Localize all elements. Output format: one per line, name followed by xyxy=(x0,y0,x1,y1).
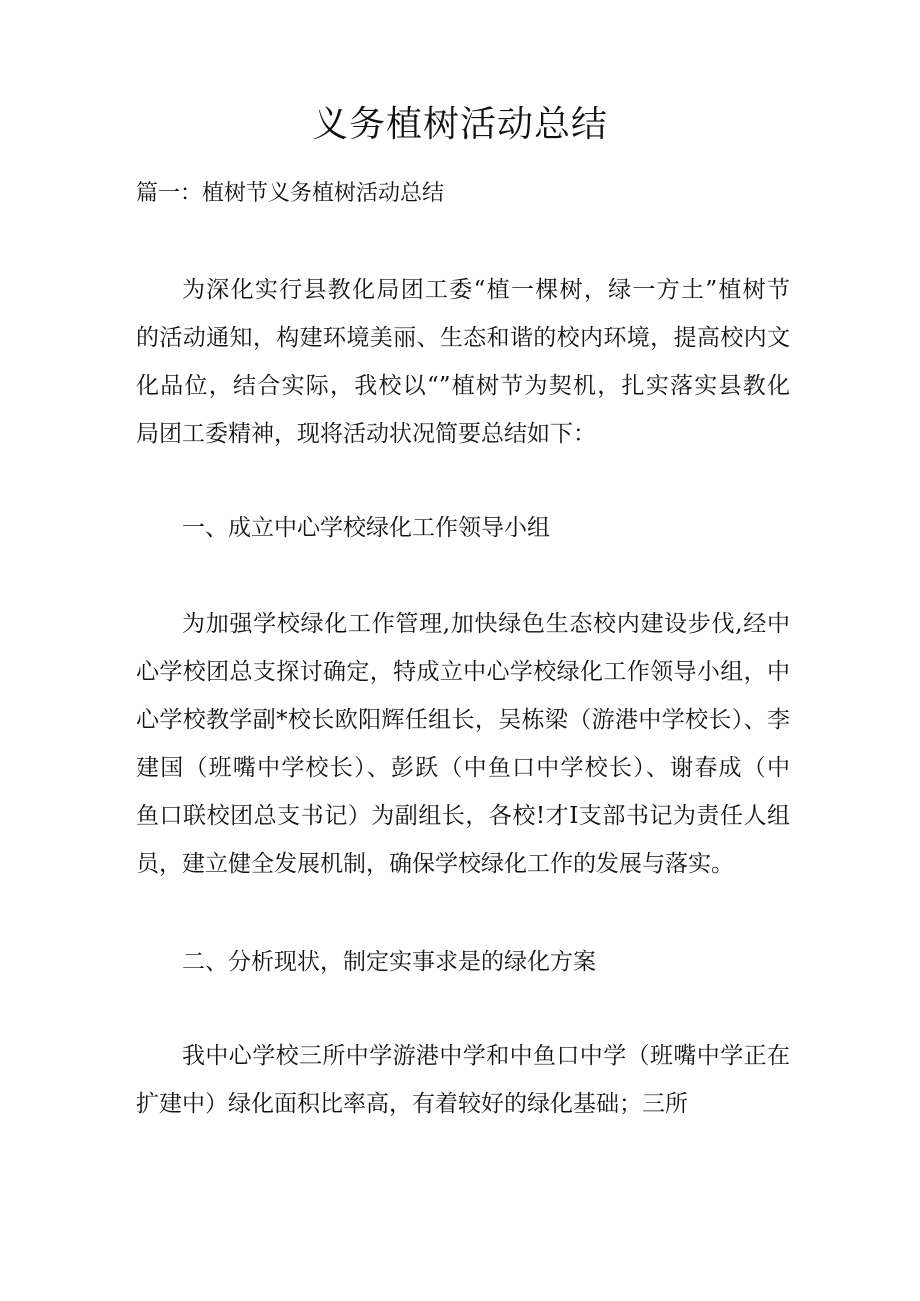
section-2-heading: 二、分析现状，制定实事求是的绿化方案 xyxy=(182,949,596,975)
document-title: 义务植树活动总结 xyxy=(311,104,608,145)
intro-paragraph xyxy=(136,266,790,458)
paragraph-line: 的活动通知，构建环境美丽、生态和谐的校内环境，提高校内文 xyxy=(136,325,790,351)
section-2-paragraph xyxy=(136,1032,790,1128)
paragraph-line: 扩建中）绿化面积比率高，有着较好的绿化基础；三所 xyxy=(136,1091,688,1117)
paragraph-line: 为深化实行县教化局团工委“植一棵树，绿一方土”植树节 xyxy=(182,277,790,303)
section-1-heading: 一、成立中心学校绿化工作领导小组 xyxy=(182,515,550,541)
document-subtitle: 篇一：植树节义务植树活动总结 xyxy=(136,181,445,206)
paragraph-line: 鱼口联校团总支书记）为副组长，各校!才I支部书记为责任人组 xyxy=(136,803,790,829)
paragraph-line: 建国（班嘴中学校长）、彭跃（中鱼口中学校长）、谢春成（中 xyxy=(136,755,790,781)
section-1-paragraph xyxy=(136,600,790,888)
paragraph-line: 为加强学校绿化工作管理,加快绿色生态校内建设步伐,经中 xyxy=(182,611,790,637)
paragraph-line: 局团工委精神，现将活动状况简要总结如下： xyxy=(136,421,596,447)
paragraph-line: 化品位，结合实际，我校以“”植树节为契机，扎实落实县教化 xyxy=(136,373,790,399)
paragraph-line: 心学校团总支探讨确定，特成立中心学校绿化工作领导小组，中 xyxy=(136,659,790,685)
paragraph-line: 员，建立健全发展机制，确保学校绿化工作的发展与落实。 xyxy=(136,851,734,877)
paragraph-line: 心学校教学副*校长欧阳辉任组长，吴栋梁（游港中学校长）、李 xyxy=(136,707,790,733)
paragraph-line: 我中心学校三所中学游港中学和中鱼口中学（班嘴中学正在 xyxy=(182,1043,790,1069)
